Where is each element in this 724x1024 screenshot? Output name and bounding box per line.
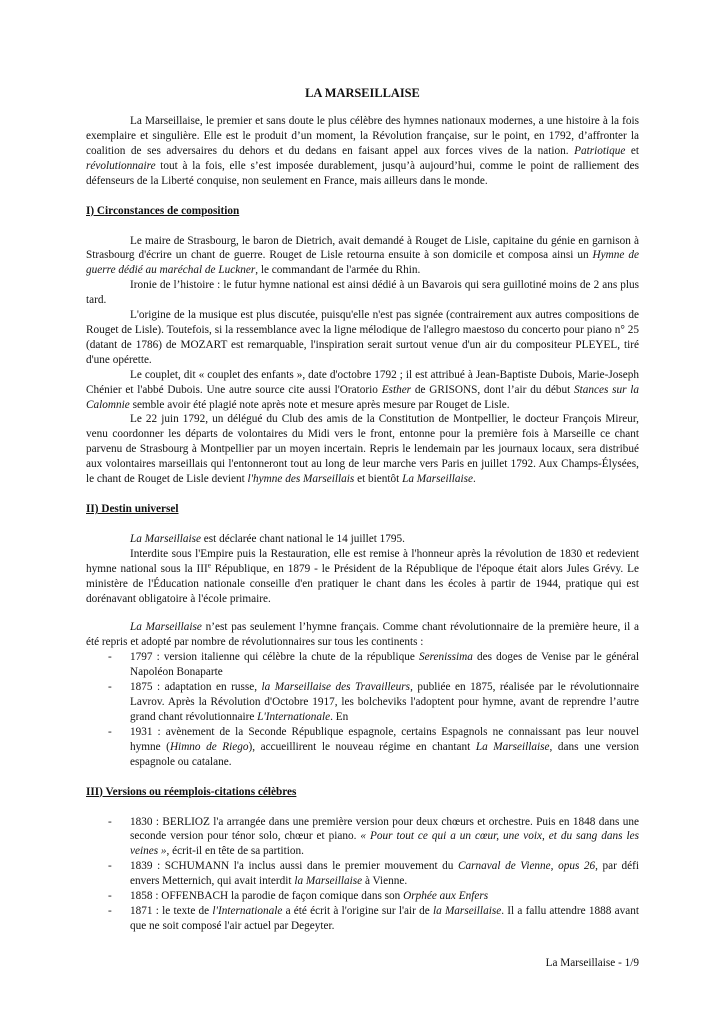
text-run: de GRISONS, dont l’air du début (411, 383, 574, 396)
text-run: La Marseillaise (130, 621, 202, 634)
list-item (86, 904, 639, 934)
text-run: . Il a fallu attendre 1888 avant que ne soit composé l'air actuel par Degeyter. (130, 904, 639, 932)
text-run: la Marseillaise (432, 904, 502, 917)
text-run: tout à la fois, elle s’est imposée durablement, jusqu’à aujourd’hui, comme le point de ralliement des défenseurs de la Liberté conquise, non seulement en France, mais ailleurs dans le monde. (86, 159, 639, 187)
text-run: Carnaval de Vienne, opus 26 (458, 860, 596, 873)
text-run: et (625, 144, 639, 157)
text-run: « Pour tout ce qui a un cœur, une voix, et du sang dans les veines » (130, 830, 639, 858)
text-run: est déclarée chant national le 14 juillet 1795. (200, 532, 405, 545)
document-page (86, 86, 639, 934)
text-run: 1931 : avènement de la Seconde République espagnole, certains Espagnols ne connaissant pas leur nouvel hymne ( (130, 725, 639, 753)
text-run: ), accueillirent le nouveau régime en chantant (248, 740, 476, 753)
text-run: 1839 : SCHUMANN l'a inclus aussi dans le premier mouvement du (130, 860, 458, 873)
text-run: , écrit-il en tête de sa partition. (166, 845, 304, 858)
text-run: Le maire de Strasbourg, le baron de Dietrich, avait demandé à Rouget de Lisle, capitaine du génie en garnison à Strasbourg d'écrire un chant de guerre. Rouget de Lisle retourna ensuite à son domicile et composa ainsi un (86, 234, 639, 262)
text-run: a été écrit à l'origine sur l'air de (282, 904, 433, 917)
text-run: Himno de Riego (169, 740, 249, 753)
section-heading-destin: II) Destin universel (86, 502, 179, 515)
text-run: et bientôt (354, 473, 403, 486)
s3-list (86, 815, 639, 934)
text-run: e (207, 561, 211, 569)
text-run: des doges de Venise par le général Napoléon Bonaparte (130, 651, 639, 679)
list-item (86, 889, 639, 904)
s1-paragraph-2 (86, 278, 639, 308)
text-run: La Marseillaise (475, 740, 550, 753)
text-run: 1797 : version italienne qui célèbre la chute de la république (130, 651, 419, 664)
text-run: semble avoir été plagié note après note et mesure après mesure par Rouget de Lisle. (129, 398, 510, 411)
text-run: La Marseillaise (130, 532, 201, 545)
s1-paragraph-3 (86, 308, 639, 368)
page-footer: La Marseillaise - 1/9 (545, 957, 639, 969)
text-run: révolutionnaire (86, 159, 156, 172)
text-run: l'Internationale (212, 904, 283, 917)
text-run: Serenissima (418, 651, 473, 664)
text-run: , dans une version espagnole ou catalane. (130, 740, 640, 768)
text-run: , publiée en 1875, réalisée par le révolutionnaire Lavrov. Après la Révolution d'Octobre 1917, les bolcheviks l'adoptent pour hymne, avant de reprendre l’autre grand chant révolutionnaire (130, 681, 639, 723)
text-run: La Marseillaise, le premier et sans doute le plus célèbre des hymnes nationaux modernes, a une histoire à la fois exemplaire et singulière. Elle est le produit d’un moment, la Révolution française, sur le point, en 1792, d’affronter la coalition de ses adversaires du dehors et du dedans en faisant appel aux forces vives de la nation. (86, 115, 639, 157)
text-run: , par défi envers Metternich, qui avait interdit (130, 860, 639, 888)
s2-paragraph-3 (86, 620, 639, 650)
s1-paragraph-5 (86, 412, 639, 487)
text-run: République, en 1879 - le Président de la République de l'époque était alors Jules Grévy. Le ministère de l'Éducation nationale conseille d'en pratiquer le chant dans les écoles à partir de 1944, pratique qui est dorénavant obligatoire à l'école primaire. (86, 562, 639, 605)
text-run: 1875 : adaptation en russe, (130, 681, 262, 694)
s1-paragraph-4 (86, 368, 639, 413)
text-run: . (473, 473, 476, 486)
intro-paragraph (86, 114, 639, 189)
list-item (86, 650, 639, 680)
text-run: Orphée aux Enfers (403, 890, 489, 903)
text-run: Interdite sous l'Empire puis la Restauration, elle est remise à l'honneur après la révolution de 1830 et redevient hymne national sous la III (86, 547, 639, 575)
s2-paragraph-1 (86, 532, 639, 547)
text-run: n’est pas seulement l’hymne français. Comme chant révolutionnaire de la première heure, il a été repris et adopté par nombre de révolutionnaires sur tous les continents : (86, 621, 639, 649)
page-title: LA MARSEILLAISE (305, 86, 420, 100)
text-run: . En (330, 710, 349, 723)
text-run: à Vienne. (362, 875, 408, 888)
text-run: Esther (381, 383, 412, 396)
text-run: Hymne de guerre dédié au maréchal de Luckner (86, 249, 639, 277)
section-heading-versions: III) Versions ou réemplois-citations célèbres (86, 785, 297, 798)
list-item (86, 725, 639, 770)
text-run: Le 22 juin 1792, un délégué du Club des amis de la Constitution de Montpellier, le docteur François Mireur, venu coordonner les départs de volontaires du Midi vers le front, entonne pour la première fois à Marseille ce chant parvenu de Strasbourg à Montpellier par un moyen incertain. Repris le lendemain par les journaux locaux, sera distribué aux volontaires marseillais qui l'entonneront tout au long de leur marche vers Paris en juillet 1792. Aux Champs-Élysées, le chant de Rouget de Lisle devient (86, 413, 639, 486)
text-run: Stances sur la Calomnie (86, 383, 639, 411)
section-heading-circonstances: I) Circonstances de composition (86, 204, 240, 217)
s1-paragraph-1 (86, 234, 639, 279)
list-item (86, 680, 639, 725)
s2-paragraph-2 (86, 547, 639, 607)
text-run: l'hymne des Marseillais (247, 473, 355, 486)
text-run: 1858 : OFFENBACH la parodie de façon comique dans son (130, 890, 404, 903)
text-run: Le couplet, dit « couplet des enfants », date d'octobre 1792 ; il est attribué à Jean-Baptiste Dubois, Marie-Joseph Chénier et l'abbé Dubois. Une autre source cite aussi l'Oratorio (86, 368, 639, 396)
list-item (86, 815, 639, 860)
text-run: , le commandant de l'armée du Rhin. (255, 264, 421, 277)
text-run: La Marseillaise (402, 473, 474, 486)
s2-list (86, 650, 639, 769)
text-run: Patriotique (574, 144, 626, 157)
text-run: la Marseillaise des Travailleurs (261, 681, 411, 694)
text-run: la Marseillaise (294, 875, 363, 888)
list-item (86, 859, 639, 889)
text-run: L'origine de la musique est plus discutée, puisqu'elle n'est pas signée (contrairement aux autres compositions de Rouget de Lisle). Toutefois, si la ressemblance avec la ligne mélodique de l'allegro maestoso du concerto pour piano n° 25 (datant de 1786) de MOZART est remarquable, l'inspiration serait surtout venue d'un air du compositeur PLEYEL, tiré d'une opérette. (86, 309, 639, 366)
text-run: L'Internationale (257, 710, 331, 723)
text-run: 1871 : le texte de (130, 904, 213, 917)
text-run: Ironie de l’histoire : le futur hymne national est ainsi dédié à un Bavarois qui sera guillotiné moins de 2 ans plus tard. (86, 279, 639, 307)
text-run: 1830 : BERLIOZ l'a arrangée dans une première version pour deux chœurs et orchestre. Puis en 1848 dans une seconde version pour ténor solo, chœur et piano. (130, 815, 639, 843)
